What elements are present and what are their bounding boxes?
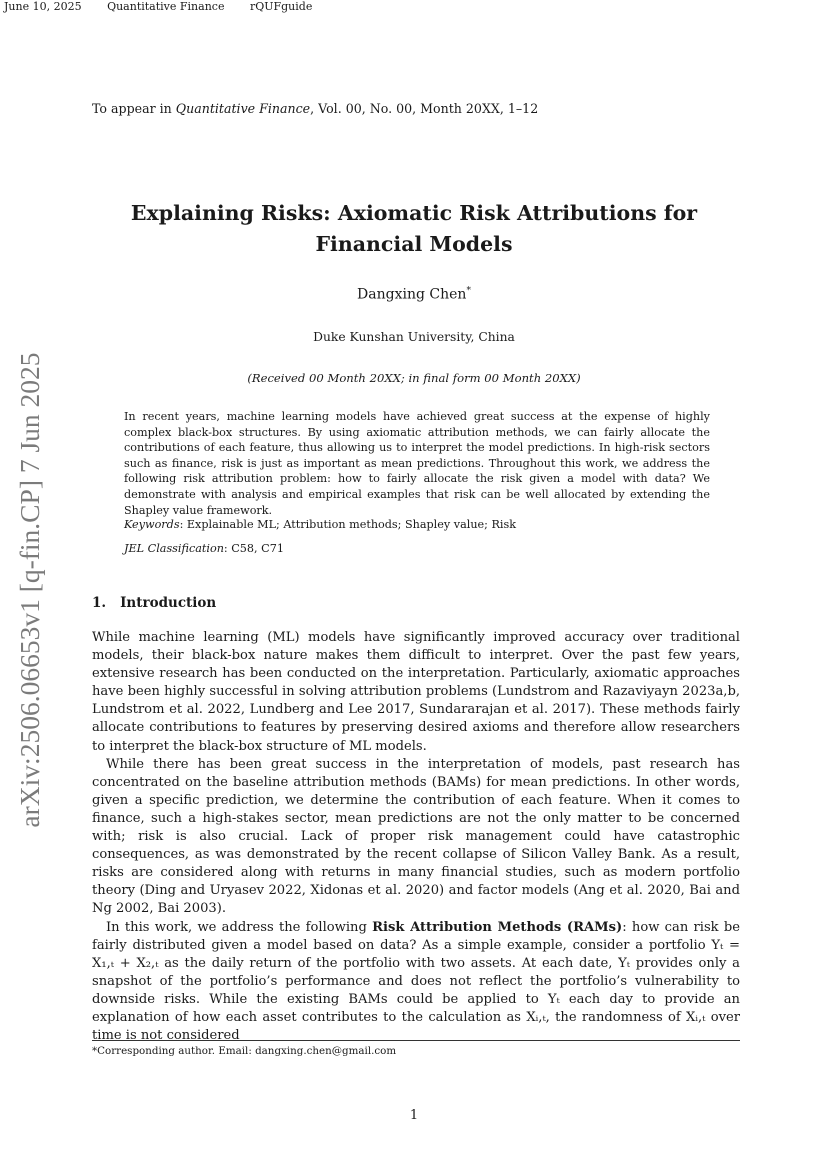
running-head-journal: Quantitative Finance	[107, 0, 225, 13]
to-appear-line	[92, 101, 538, 116]
body-text	[92, 629, 740, 1045]
jel-classification	[124, 542, 284, 555]
section-title: Introduction	[120, 595, 217, 611]
page-number: 1	[409, 1108, 419, 1123]
received-line: (Received 00 Month 20XX; in final form 00 Month 20XX)	[247, 371, 581, 385]
author-name: Dangxing Chen	[357, 286, 467, 303]
paragraph-2: While there has been great success in the interpretation of models, past research has concentrated on the baseline attribution methods (BAMs) for mean predictions. In other words, given a specific prediction, we determine the contribution of each feature. When it comes to finance, such a high-stakes sector, mean predictions are not the only matter to be concerned with; risk is also crucial. Lack of proper risk management could have catastrophic consequences, as was demonstrated by the recent collapse of Silicon Valley Bank. As a result, risks are considered along with returns in many financial studies, such as modern portfolio theory (Ding and Uryasev 2022, Xidonas et al. 2020) and factor models (Ang et al. 2020, Bai and Ng 2002, Bai 2003).	[92, 756, 740, 917]
title-line-2: Financial Models	[315, 232, 513, 256]
arxiv-identifier: arXiv:2506.06653v1 [q-fin.CP] 7 Jun 2025	[14, 352, 45, 828]
paragraph-3-term: Risk Attribution Methods (RAMs)	[372, 919, 623, 935]
author	[0, 286, 828, 303]
appear-suffix: , Vol. 00, No. 00, Month 20XX, 1–12	[310, 101, 539, 116]
keywords-text: : Explainable ML; Attribution methods; Shapley value; Risk	[179, 518, 517, 531]
appear-journal: Quantitative Finance	[175, 101, 311, 116]
jel-label: JEL Classification	[124, 542, 224, 555]
running-head	[4, 0, 334, 13]
author-footnote-mark: *	[466, 286, 471, 296]
appear-prefix: To appear in	[92, 101, 176, 116]
paragraph-3	[92, 919, 740, 1046]
section-heading	[92, 595, 216, 611]
keywords	[124, 518, 516, 531]
section-number: 1.	[92, 595, 107, 611]
footnote-rule	[92, 1040, 740, 1041]
paragraph-3-start: In this work, we address the following	[106, 919, 373, 935]
running-head-guide: rQUFguide	[249, 0, 313, 13]
footnote: *Corresponding author. Email: dangxing.chen@gmail.com	[92, 1045, 397, 1057]
paper-title	[0, 198, 828, 260]
keywords-label: Keywords	[124, 518, 180, 531]
paragraph-3-rest: : how can risk be fairly distributed given a model based on data? As a simple example, consider a portfolio Yₜ = X₁,ₜ + X₂,ₜ as the daily return of the portfolio with two assets. At each date, Yₜ provides only a snapshot of the portfolio’s performance and does not reflect the portfolio’s vulnerability to downside risks. While the existing BAMs could be applied to Yₜ each day to provide an explanation of how each asset contributes to the calculation as Xᵢ,ₜ, the randomness of Xᵢ,ₜ over time is not considered	[92, 919, 741, 1044]
paragraph-1: While machine learning (ML) models have significantly improved accuracy over traditional models, their black-box nature makes them difficult to interpret. Over the past few years, extensive research has been conducted on the interpretation. Particularly, axiomatic approaches have been highly successful in solving attribution problems (Lundstrom and Razaviyayn 2023a,b, Lundstrom et al. 2022, Lundberg and Lee 2017, Sundararajan et al. 2017). These methods fairly allocate contributions to features by preserving desired axioms and therefore allow researchers to interpret the black-box structure of ML models.	[92, 630, 740, 754]
abstract: In recent years, machine learning models have achieved great success at the expense of highly complex black-box structures. By using axiomatic attribution methods, we can fairly allocate the contributions of each feature, thus allowing us to interpret the model predictions. In high-risk sectors such as finance, risk is just as important as mean predictions. Throughout this work, we address the following risk attribution problem: how to fairly allocate the risk given a model with data? We demonstrate with analysis and empirical examples that risk can be well allocated by extending the Shapley value framework.	[124, 410, 710, 517]
affiliation: Duke Kunshan University, China	[313, 330, 515, 344]
running-head-date: June 10, 2025	[4, 0, 82, 13]
title-line-1: Explaining Risks: Axiomatic Risk Attributions for	[130, 201, 698, 225]
jel-text: : C58, C71	[223, 542, 284, 555]
